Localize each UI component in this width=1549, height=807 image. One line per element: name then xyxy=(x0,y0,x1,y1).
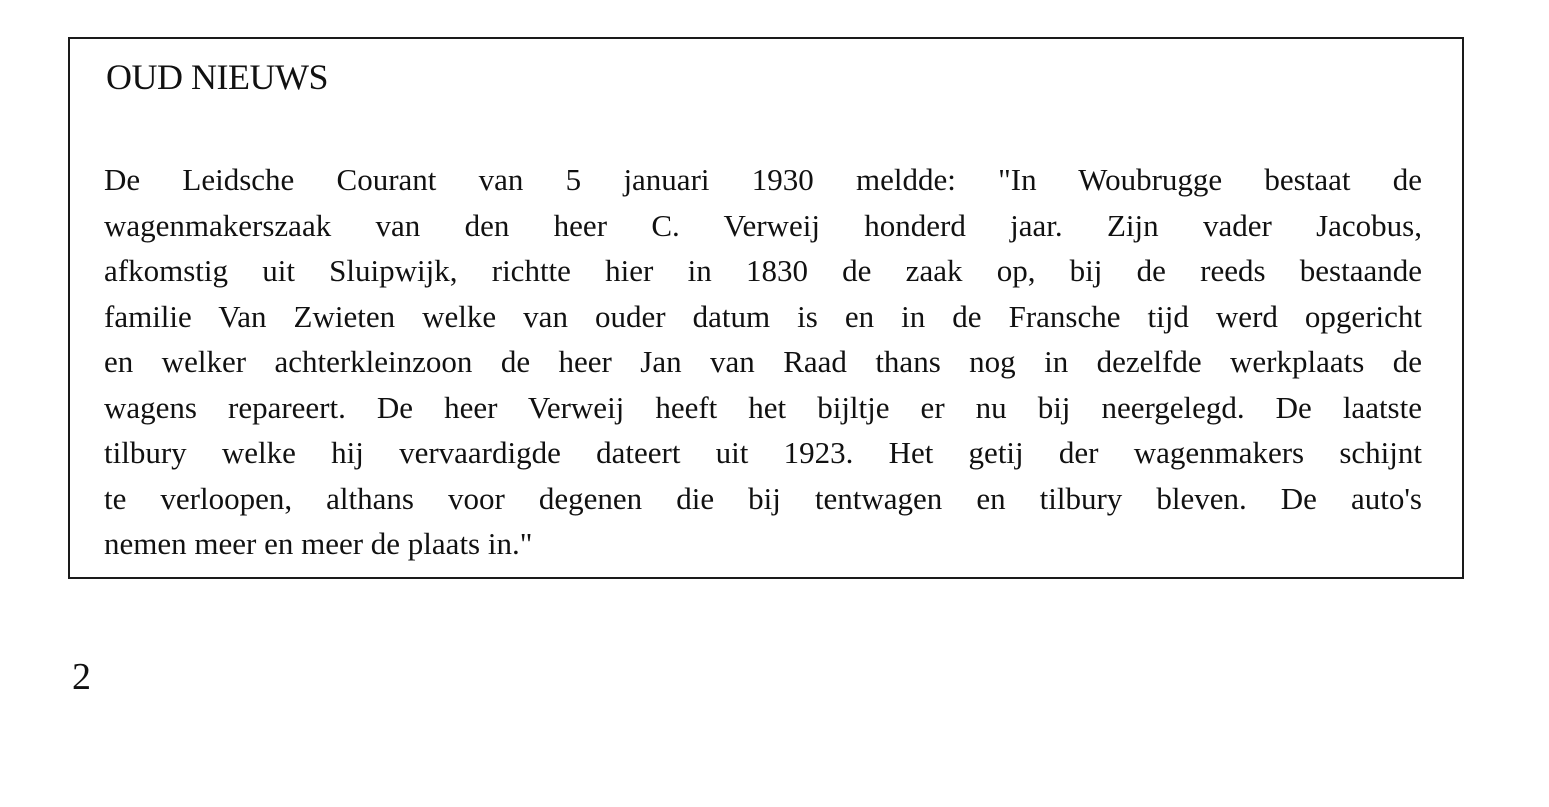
news-box xyxy=(68,37,1464,579)
article-line: en welker achterkleinzoon de heer Jan van Raad thans nog in dezelfde werkplaats de xyxy=(104,344,1422,379)
page-number: 2 xyxy=(72,656,91,698)
article-line: wagenmakerszaak van den heer C. Verweij honderd jaar. Zijn vader Jacobus, xyxy=(104,207,1422,243)
article-line: De Leidsche Courant van 5 januari 1930 meldde: "In Woubrugge bestaat de xyxy=(104,162,1422,197)
article-text xyxy=(104,157,1422,567)
article-line: tilbury welke hij vervaardigde dateert uit 1923. Het getij der wagenmakers schijnt xyxy=(104,435,1422,470)
article-line: nemen meer en meer de plaats in." xyxy=(104,526,533,561)
notice-heading: OUD NIEUWS xyxy=(106,57,328,97)
article-line: afkomstig uit Sluipwijk, richtte hier in 1830 de zaak op, bij de reeds bestaande xyxy=(104,253,1422,288)
article-line: familie Van Zwieten welke van ouder datum is en in de Fransche tijd werd opgericht xyxy=(104,298,1422,334)
article-line: wagens repareert. De heer Verweij heeft het bijltje er nu bij neergelegd. De laatste xyxy=(104,389,1422,425)
article-line: te verloopen, althans voor degenen die bij tentwagen en tilbury bleven. De auto's xyxy=(104,480,1422,516)
